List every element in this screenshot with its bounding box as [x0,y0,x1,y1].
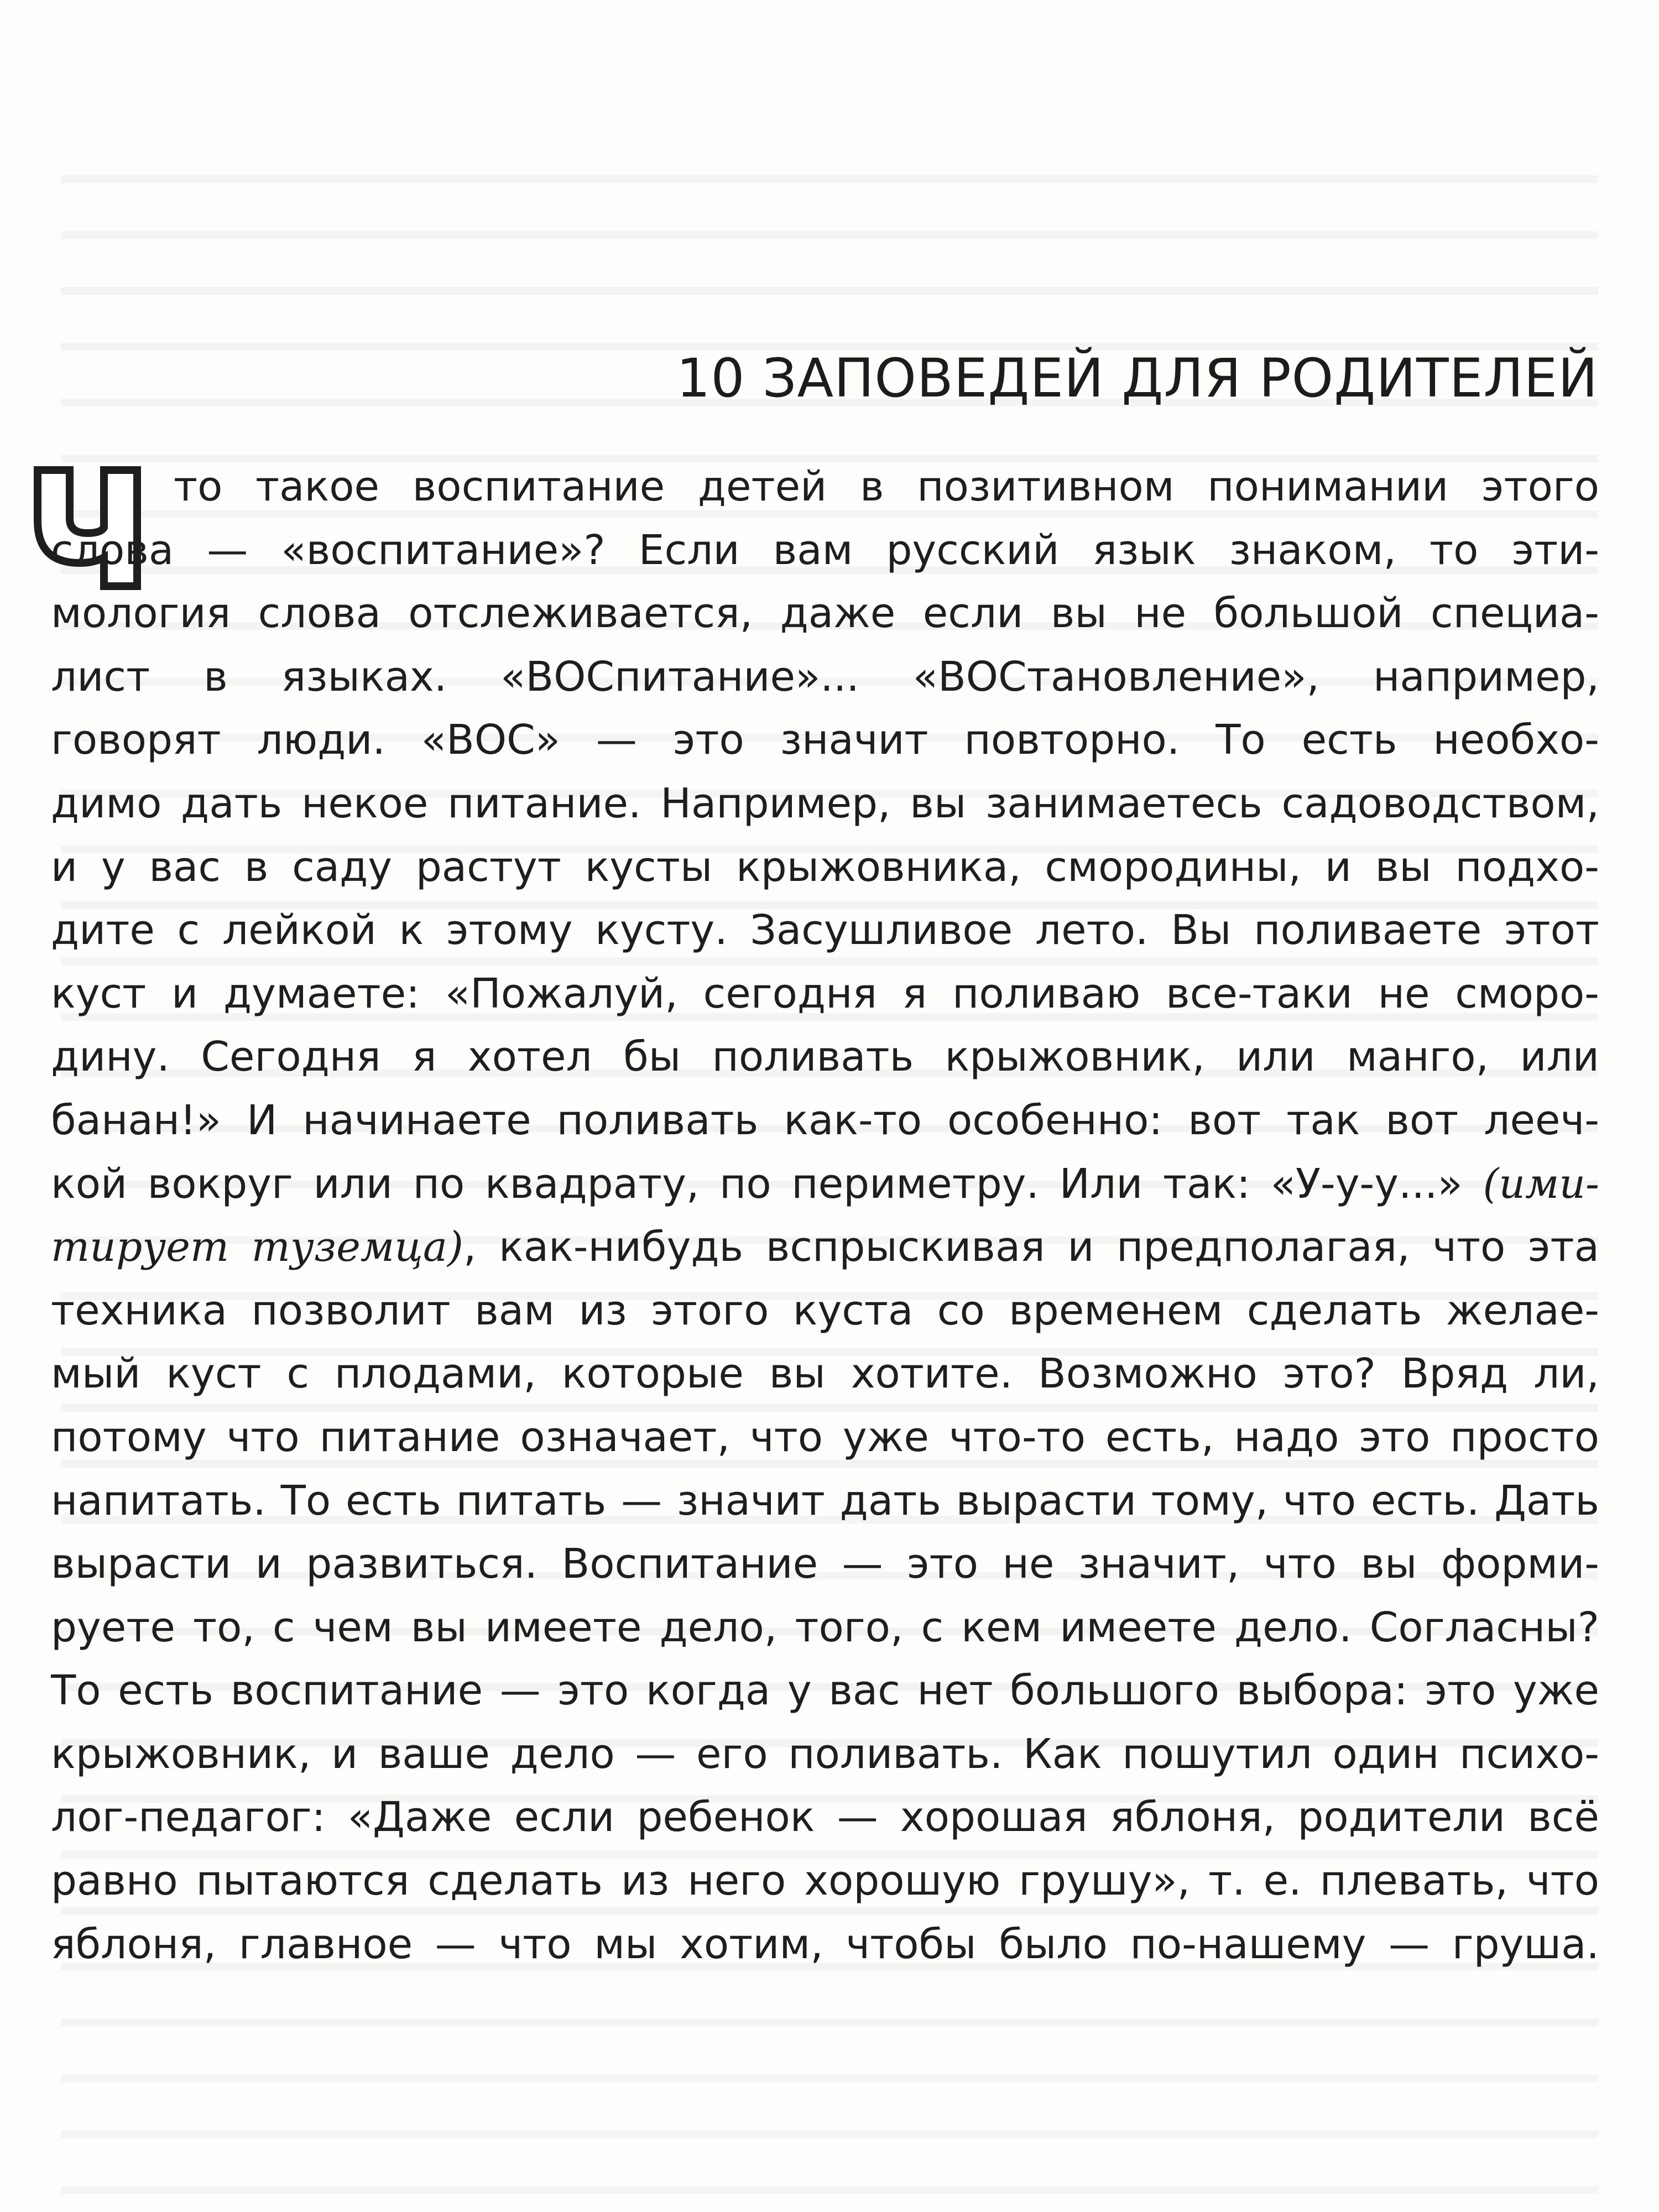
chapter-heading: 10 ЗАПОВЕДЕЙ ДЛЯ РОДИТЕЛЕЙ [676,347,1598,409]
text-line-with-italic [51,1215,1599,1279]
text-line: димо дать некое питание. Например, вы занимаетесь садоводством, [51,779,1599,827]
text-line: То есть воспитание — это когда у вас нет большого выбора: это уже [51,1667,1599,1715]
text-line: техника позволит вам из этого куста со временем сделать желае- [51,1286,1599,1334]
text-line: дину. Сегодня я хотел бы поливать крыжовник, или манго, или [51,1033,1599,1081]
text-line: напитать. То есть питать — значит дать вырасти тому, что есть. Дать [51,1477,1599,1525]
text-line-with-italic [51,1152,1599,1216]
text-line: вырасти и развиться. Воспитание — это не значит, что вы форми- [51,1540,1599,1588]
text-line: мология слова отслеживается, даже если вы не большой специа- [51,589,1599,638]
text-line: дите с лейкой к этому кусту. Засушливое лето. Вы поливаете этот [51,906,1599,954]
text-line: руете то, с чем вы имеете дело, того, с кем имеете дело. Согласны? [51,1603,1599,1651]
text-line: равно пытаются сделать из него хорошую грушу», т. е. плевать, что [51,1857,1599,1905]
text-line: куст и думаете: «Пожалуй, сегодня я поливаю все-таки не сморо- [51,969,1599,1018]
italic-segment: (ими- [1483,1160,1599,1208]
body-paragraph [51,455,1599,1976]
text-line: и у вас в саду растут кусты крыжовника, смородины, и вы подхо- [51,843,1599,891]
text-line: потому что питание означает, что уже что-то есть, надо это просто [51,1413,1599,1461]
text-line: слова — «воспитание»? Если вам русский язык знаком, то эти- [51,526,1599,574]
text-line: говорят люди. «ВОС» — это значит повторно. То есть необхо- [51,716,1599,764]
text-segment: , как-нибудь вспрыскивая и предполагая, что эта [463,1223,1599,1271]
italic-segment: тирует туземца) [51,1223,463,1271]
text-line: лог-педагог: «Даже если ребенок — хорошая яблоня, родители всё [51,1793,1599,1841]
text-line: мый куст с плодами, которые вы хотите. Возможно это? Вряд ли, [51,1350,1599,1398]
text-line: яблоня, главное — что мы хотим, чтобы было по-нашему — груша. [51,1920,1599,1968]
text-line: крыжовник, и ваше дело — его поливать. Как пошутил один психо- [51,1730,1599,1778]
text-line: то такое воспитание детей в позитивном понимании этого [174,463,1599,510]
drop-cap-text: Ч [87,576,88,577]
text-line: банан!» И начинаете поливать как-то особенно: вот так вот лееч- [51,1096,1599,1144]
text-line: лист в языках. «ВОСпитание»... «ВОСтановление», например, [51,653,1599,701]
text-segment: кой вокруг или по квадрату, по периметру. Или так: «У-у-у...» [51,1160,1463,1208]
